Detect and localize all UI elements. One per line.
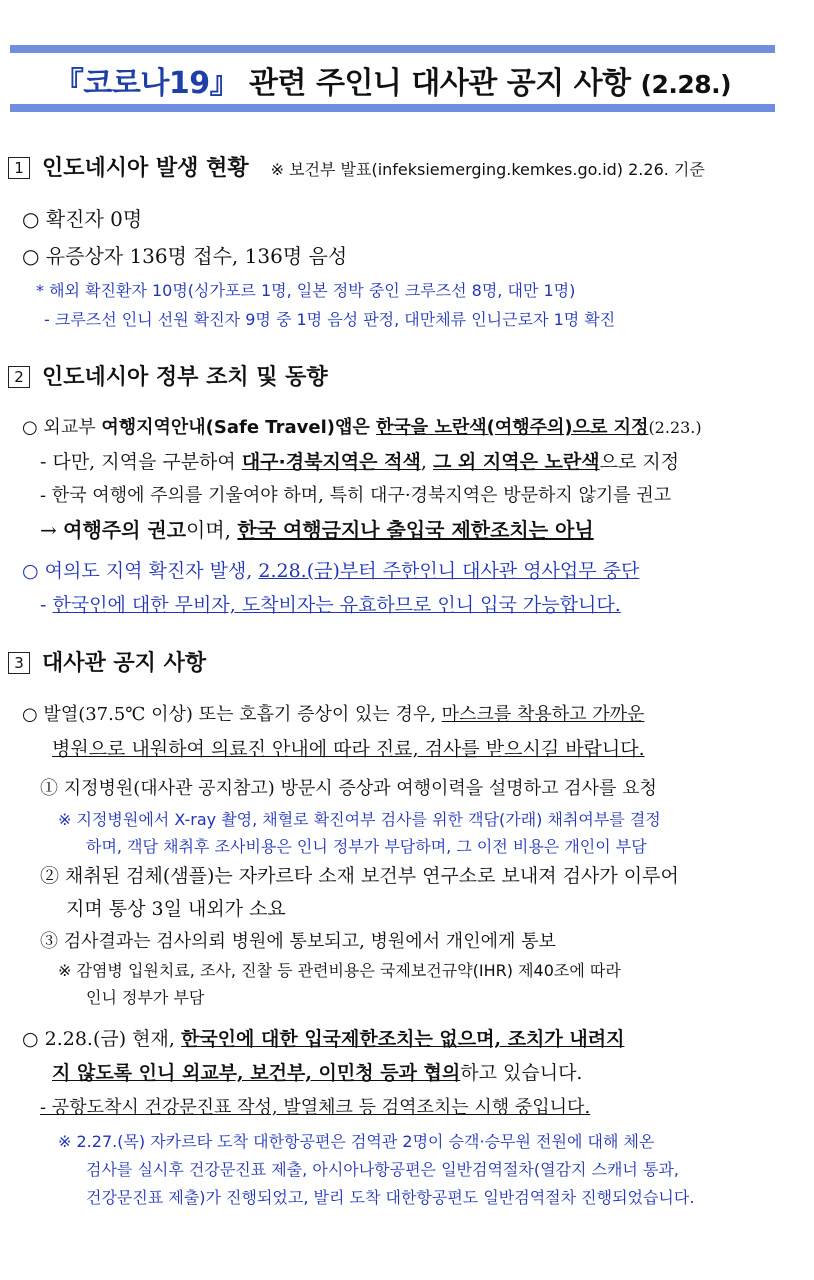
flight-quarantine-note-1: ※ 2.27.(목) 자카르타 도착 대한항공편은 검역관 2명이 승객·승무원 전원에 대해 체온 [58, 1132, 655, 1151]
title-bar-bottom [10, 104, 775, 112]
title-date: (2.28.) [640, 70, 732, 99]
step-1-line: ① 지정병원(대사관 공지참고) 방문시 증상과 여행이력을 설명하고 검사를 요청 [40, 778, 657, 799]
overseas-cases: * 해외 확진환자 10명(싱가포르 1명, 일본 정박 중인 크루즈선 8명, 대만 1명) [36, 281, 576, 300]
fever-guidance-line-2: 병원으로 내원하여 의료진 안내에 따라 진료, 검사를 받으시길 바랍니다. [52, 738, 645, 760]
suspected-cases: ○ 유증상자 136명 접수, 136명 음성 [22, 244, 348, 268]
title-topic: 코로나19 [83, 66, 210, 101]
fever-guidance-line-1: ○ 발열(37.5℃ 이상) 또는 호흡기 증상이 있는 경우, 마스크를 착용하고 가까운 [22, 704, 645, 725]
section-number: 3 [8, 652, 30, 674]
region-classification-line: - 다만, 지역을 구분하여 대구·경북지역은 적색, 그 외 지역은 노란색으로 지정 [40, 451, 680, 473]
entry-restriction-line-1: ○ 2.28.(금) 현재, 한국인에 대한 입국제한조치는 없으며, 조치가 내려지 [22, 1028, 625, 1050]
step-2-line-2: 지며 통상 3일 내외가 소요 [66, 898, 286, 920]
ihr-note-line-2: 인니 정부가 부담 [86, 988, 205, 1007]
xray-note-line-1: ※ 지정병원에서 X-ray 촬영, 채혈로 확진여부 검사를 위한 객담(가래) 채취여부를 결정 [58, 810, 661, 829]
title-bar-top [10, 45, 775, 53]
travel-caution-line: → 여행주의 권고이며, 한국 여행금지나 출입국 제한조치는 아님 [40, 518, 594, 542]
section-number: 2 [8, 366, 30, 388]
travel-advice-line: - 한국 여행에 주의를 기울여야 하며, 특히 대구·경북지역은 방문하지 않기를 권고 [40, 485, 672, 506]
section-number: 1 [8, 157, 30, 179]
entry-restriction-line-2: 지 않도록 인니 외교부, 보건부, 이민청 등과 협의하고 있습니다. [52, 1062, 583, 1084]
step-3-line: ③ 검사결과는 검사의뢰 병원에 통보되고, 병원에서 개인에게 통보 [40, 931, 556, 952]
cruise-crew-cases: - 크루즈선 인니 선원 확진자 9명 중 1명 음성 판정, 대만체류 인니근로자 1명 확진 [44, 310, 616, 329]
safe-travel-app-line: ○ 외교부 여행지역안내(Safe Travel)앱은 한국을 노란색(여행주의)으로 지정(2.23.) [22, 417, 702, 438]
section-3-heading: 3 대사관 공지 사항 [8, 652, 206, 676]
confirmed-cases: ○ 확진자 0명 [22, 207, 143, 231]
flight-quarantine-note-3: 건강문진표 제출)가 진행되었고, 발리 도착 대한항공편도 일반검역절차 진행되었습니다. [86, 1188, 695, 1207]
ihr-note-line-1: ※ 감염병 입원치료, 조사, 진찰 등 관련비용은 국제보건규약(IHR) 제40조에 따라 [58, 961, 621, 980]
section-2-heading: 2 인도네시아 정부 조치 및 동향 [8, 366, 328, 390]
source-note: ※ 보건부 발표(infeksiemerging.kemkes.go.id) 2.26. 기준 [270, 160, 705, 179]
section-1-heading: 1 인도네시아 발생 현황 ※ 보건부 발표(infeksiemerging.kemkes.go.id) 2.26. 기준 [8, 157, 705, 181]
flight-quarantine-note-2: 검사를 실시후 건강문진표 제출, 아시아나항공편은 일반검역절차(열감지 스캐너 통과, [86, 1160, 679, 1179]
page-title: 『코로나19』 관련 주인니 대사관 공지 사항 (2.28.) [53, 66, 732, 101]
step-2-line-1: ② 채취된 검체(샘플)는 자카르타 소재 보건부 연구소로 보내져 검사가 이루어 [40, 865, 679, 887]
visa-validity-line: - 한국인에 대한 무비자, 도착비자는 유효하므로 인니 입국 가능합니다. [40, 594, 621, 616]
consular-suspension-line: ○ 여의도 지역 확진자 발생, 2.28.(금)부터 주한인니 대사관 영사업무 중단 [22, 560, 640, 582]
xray-note-line-2: 하며, 객담 채취후 조사비용은 인니 정부가 부담하며, 그 이전 비용은 개인이 부담 [86, 837, 647, 856]
airport-quarantine-line: - 공항도착시 건강문진표 작성, 발열체크 등 검역조치는 시행 중입니다. [40, 1097, 591, 1118]
